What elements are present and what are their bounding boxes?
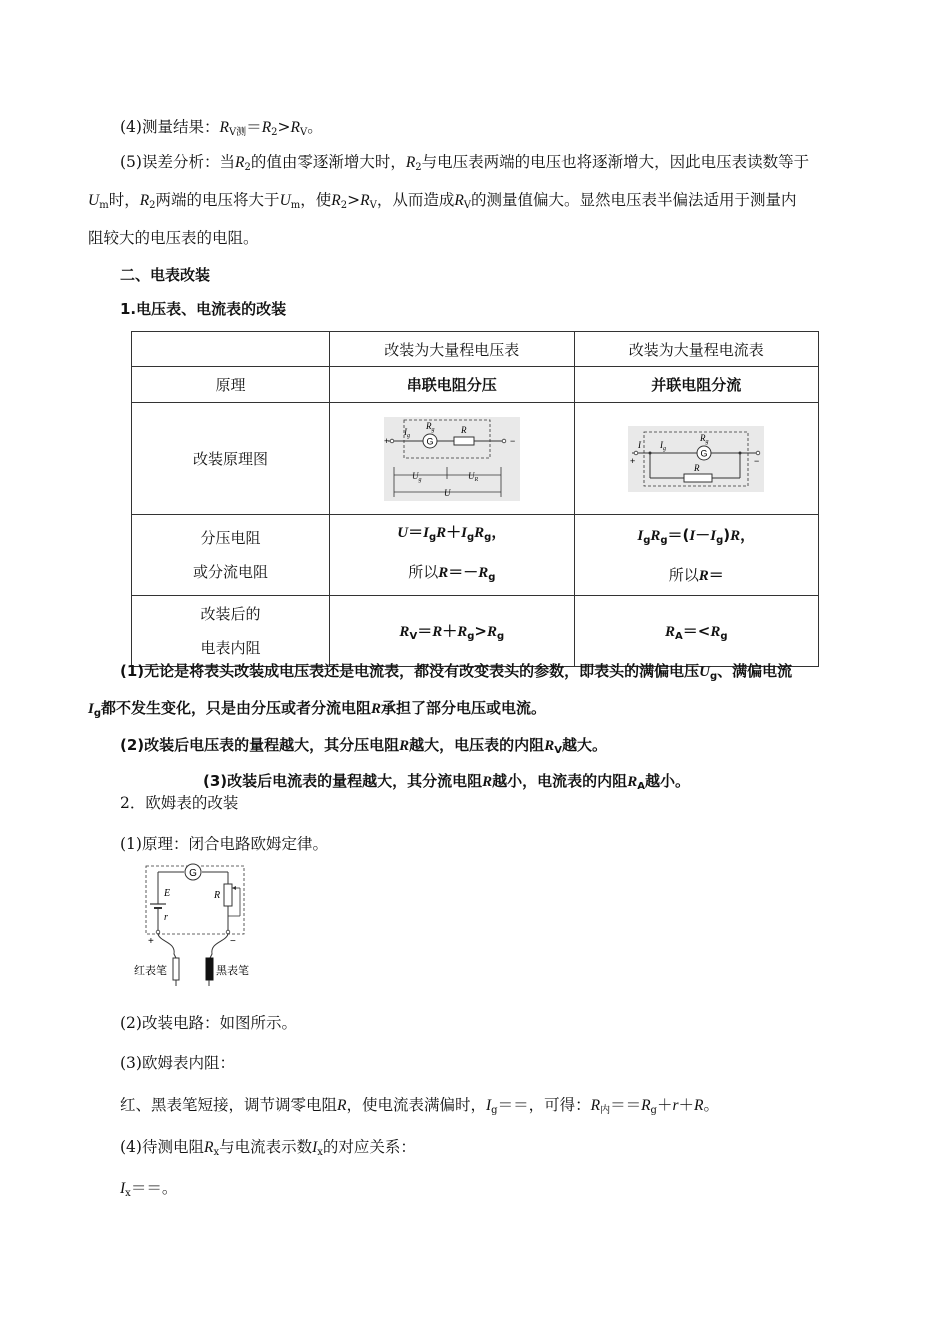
note-1-line-2: $I_g$都不发生变化，只是由分压或者分流电阻R承担了部分电压或电流。 bbox=[88, 699, 547, 719]
ammeter-galvanometer-label: G bbox=[700, 448, 708, 458]
subsection-heading-voltmeter-ammeter: 1.电压表、电流表的改装 bbox=[120, 300, 287, 318]
principle-voltmeter: 串联电阻分压 bbox=[330, 367, 574, 403]
ohmmeter-galvanometer-label: G bbox=[189, 868, 197, 879]
table-header-voltmeter: 改装为大量程电压表 bbox=[330, 332, 574, 367]
error-analysis-line-2: $U_m$时，$R_2$两端的电压将大于$U_m$，使$R_2>R_V$，从而造成$R_V$的测量值偏大。显然电压表半偏法适用于测量内 bbox=[88, 191, 797, 211]
resistor-voltmeter-result: 所以$R=-R_g$ bbox=[408, 563, 496, 583]
label-resistor-line-1: 分压电阻 bbox=[200, 529, 261, 547]
ammeter-rg-label: $R_g$ bbox=[700, 432, 709, 445]
ohmmeter-relation: (4)待测电阻$R_x$与电流表示数$I_x$的对应关系： bbox=[120, 1138, 416, 1158]
resistor-voltmeter bbox=[330, 515, 574, 596]
table-row-principle bbox=[132, 367, 819, 403]
ammeter-circuit-diagram bbox=[628, 426, 764, 492]
voltmeter-ug-label: $U_g$ bbox=[411, 470, 422, 483]
note-1-line-1: (1)无论是将表头改装成电压表还是电流表，都没有改变表头的参数，即表头的满偏电压$U_g$、满偏电流 bbox=[120, 662, 793, 682]
error-analysis-line-3: 阻较大的电压表的电阻。 bbox=[88, 229, 259, 247]
voltmeter-circuit-cell bbox=[330, 403, 574, 515]
voltmeter-r-label: R bbox=[460, 424, 467, 435]
measurement-result: (4)测量结果：$R_{V测}=R_2>R_V$。 bbox=[120, 118, 323, 138]
ammeter-r-label: R bbox=[694, 462, 700, 473]
resistor-ammeter-eq: $I_gR_g=(I-I_g)R$， bbox=[637, 525, 756, 546]
resistor-ammeter bbox=[574, 515, 818, 596]
voltmeter-rg-label: $R_g$ bbox=[425, 420, 435, 433]
voltmeter-ig-label: $I_g$ bbox=[403, 426, 410, 439]
table-header-empty bbox=[132, 332, 330, 367]
section-heading-meter-conversion: 二、电表改装 bbox=[120, 266, 211, 284]
ohmmeter-circuit-diagram bbox=[128, 858, 258, 988]
voltmeter-ur-label: $U_R$ bbox=[467, 470, 478, 483]
label-resistor bbox=[132, 515, 330, 596]
table-row-diagram bbox=[132, 403, 819, 515]
ammeter-plus-terminal: + bbox=[630, 455, 636, 466]
black-probe-label: 黑表笔 bbox=[216, 964, 249, 977]
label-diagram: 改装原理图 bbox=[132, 403, 330, 515]
resistor-ammeter-result: 所以R＝ bbox=[668, 565, 724, 584]
table-header-ammeter: 改装为大量程电流表 bbox=[574, 332, 818, 367]
ohmmeter-r-internal-label: r bbox=[164, 912, 168, 923]
ohmmeter-e-label: E bbox=[164, 888, 171, 899]
ammeter-minus-terminal: − bbox=[754, 455, 760, 466]
note-3: (3)改装后电流表的量程越大，其分流电阻R越小，电流表的内阻$R_A$越小。 bbox=[203, 772, 690, 792]
table-row-resistor bbox=[132, 515, 819, 596]
ammeter-ig-label: $I_g$ bbox=[660, 439, 667, 452]
label-internal bbox=[132, 596, 330, 667]
principle-ammeter: 并联电阻分流 bbox=[574, 367, 818, 403]
ohmmeter-circuit-text: (2)改装电路：如图所示。 bbox=[120, 1014, 297, 1032]
ohmmeter-plus-terminal: + bbox=[148, 936, 154, 947]
ohmmeter-heading: 2．欧姆表的改装 bbox=[120, 794, 239, 812]
internal-voltmeter: $R_V=R+R_g>R_g$ bbox=[330, 596, 574, 667]
label-internal-line-2: 电表内阻 bbox=[200, 639, 261, 657]
conversion-table bbox=[131, 331, 819, 667]
voltmeter-galvanometer-label: G bbox=[426, 436, 434, 446]
internal-ammeter: $R_A=<R_g$ bbox=[574, 596, 818, 667]
ohmmeter-minus-terminal: − bbox=[230, 936, 236, 947]
voltmeter-circuit-diagram bbox=[384, 417, 520, 501]
resistor-voltmeter-eq: $U=I_gR+I_gR_g$， bbox=[397, 523, 507, 543]
table-row-internal bbox=[132, 596, 819, 667]
ohmmeter-r-label: R bbox=[214, 890, 221, 901]
ohmmeter-internal-resistance: (3)欧姆表内阻： bbox=[120, 1054, 235, 1072]
label-principle: 原理 bbox=[132, 367, 330, 403]
label-resistor-line-2: 或分流电阻 bbox=[193, 563, 269, 581]
ohmmeter-short-circuit: 红、黑表笔短接，调节调零电阻R，使电流表满偏时，$I_g==$，可得：$R_内==R_g+r+R$。 bbox=[120, 1096, 720, 1116]
ammeter-i-label: I bbox=[638, 439, 642, 450]
note-2: (2)改装后电压表的量程越大，其分压电阻R越大，电压表的内阻$R_V$越大。 bbox=[120, 736, 607, 756]
red-probe-label: 红表笔 bbox=[134, 964, 167, 977]
ammeter-circuit-cell bbox=[574, 403, 818, 515]
ohmmeter-ix-formula: $I_x==$。 bbox=[120, 1179, 178, 1199]
table-header-row bbox=[132, 332, 819, 367]
label-internal-line-1: 改装后的 bbox=[200, 605, 261, 623]
voltmeter-minus-terminal: − bbox=[509, 435, 516, 446]
ohmmeter-principle: (1)原理：闭合电路欧姆定律。 bbox=[120, 835, 328, 853]
error-analysis-line-1: (5)误差分析：当$R_2$的值由零逐渐增大时，$R_2$与电压表两端的电压也将逐渐增大，因此电压表读数等于 bbox=[120, 153, 810, 173]
voltmeter-plus-terminal: + bbox=[383, 435, 390, 446]
voltmeter-u-label: U bbox=[443, 487, 451, 498]
